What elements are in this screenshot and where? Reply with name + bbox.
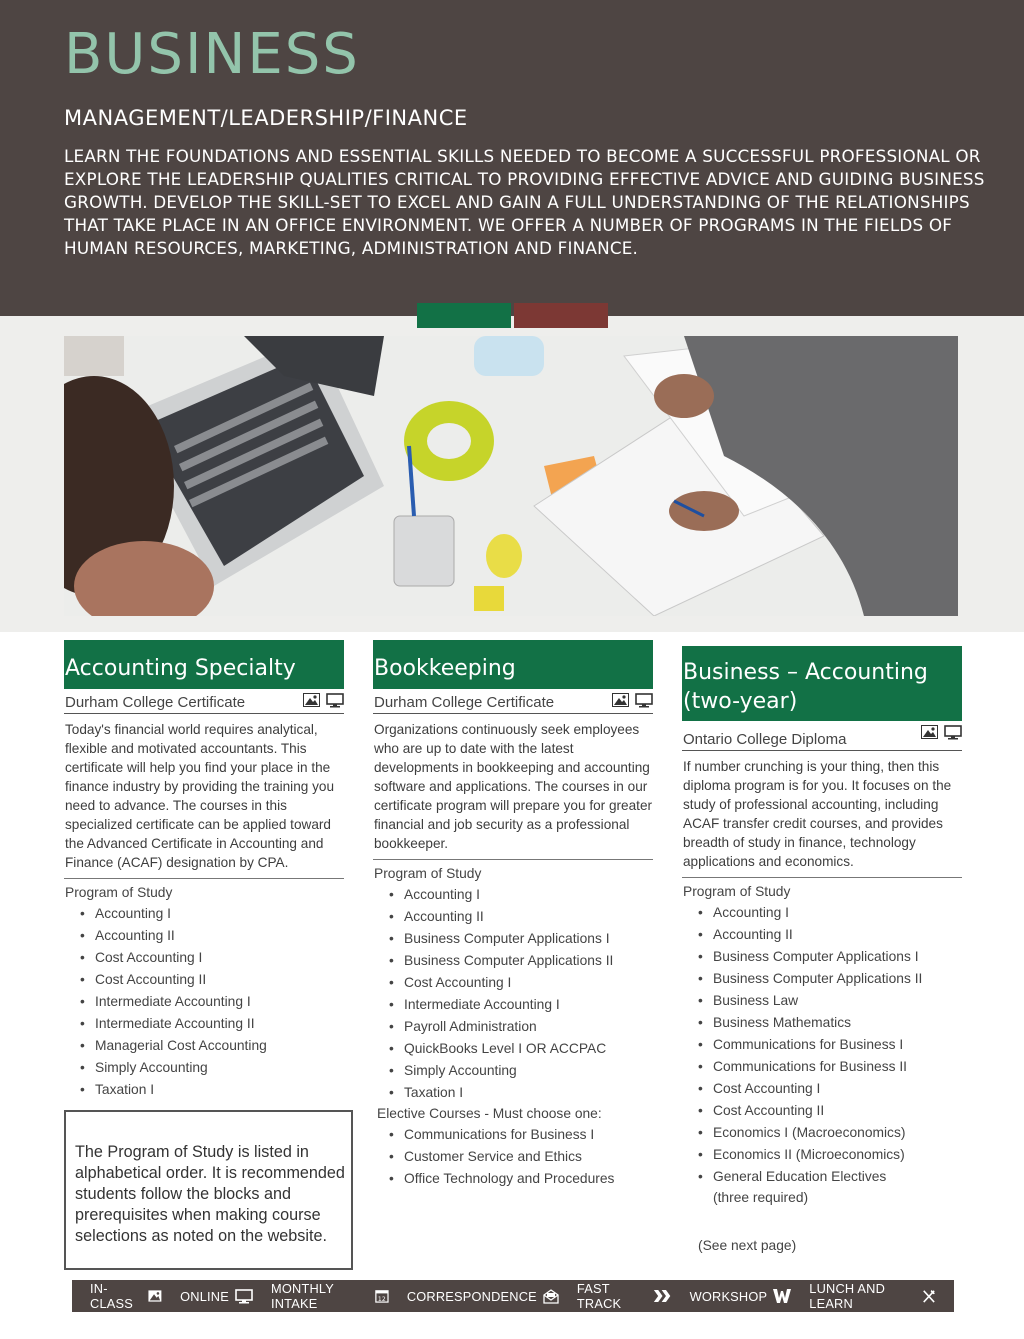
- fork-knife-icon: [922, 1288, 936, 1304]
- svg-text:12: 12: [377, 1295, 386, 1303]
- see-next-page: (See next page): [698, 1238, 797, 1253]
- list-item: • Business Computer Applications I: [373, 928, 653, 950]
- list-item: • Taxation I: [373, 1082, 653, 1104]
- online-icon: [326, 693, 344, 708]
- elective-list: [373, 1124, 653, 1190]
- list-item: • Communications for Business II: [682, 1056, 962, 1078]
- header-banner: [0, 0, 1024, 316]
- list-item: • Simply Accounting: [373, 1060, 653, 1082]
- program-business-accounting: [682, 646, 962, 1205]
- program-description: If number crunching is your thing, then this diploma program is for you. It focuses on the study of professional accounting, including ACAF transfer credit courses, and provides breadth of study in finance, technology applications and economics.: [682, 751, 962, 878]
- list-item: • Business Computer Applications I: [682, 946, 962, 968]
- legend-in-class: [90, 1281, 162, 1311]
- list-item: • Intermediate Accounting I: [373, 994, 653, 1016]
- list-item: • Economics II (Microeconomics): [682, 1144, 962, 1166]
- page-title: BUSINESS: [64, 22, 360, 87]
- in-class-icon: [303, 693, 320, 707]
- delivery-icons: [921, 725, 962, 748]
- course-list: [373, 884, 653, 1104]
- credential-label: Ontario College Diploma: [683, 731, 847, 748]
- legend-label: WORKSHOP: [689, 1288, 768, 1304]
- list-item: • Business Law: [682, 990, 962, 1012]
- workshop-w-icon: [773, 1288, 791, 1304]
- envelope-icon: [543, 1289, 559, 1304]
- online-icon: [635, 693, 653, 708]
- list-item: • Managerial Cost Accounting: [64, 1035, 344, 1057]
- list-item: • Accounting II: [373, 906, 653, 928]
- in-class-icon: [612, 693, 629, 707]
- legend-label: ONLINE: [180, 1288, 229, 1304]
- course-list: [682, 902, 962, 1188]
- calendar-icon: [375, 1288, 389, 1304]
- legend-correspondence: [407, 1289, 559, 1304]
- accent-bar-red: [514, 303, 608, 328]
- list-item: • Accounting I: [64, 903, 344, 925]
- delivery-icons: [303, 693, 344, 711]
- legend-workshop: [690, 1288, 792, 1304]
- list-item: • Cost Accounting I: [64, 947, 344, 969]
- program-of-study-label: Program of Study: [65, 885, 173, 900]
- electives-note: (three required): [713, 1190, 809, 1205]
- legend-online: [180, 1289, 253, 1304]
- credential-label: Durham College Certificate: [374, 694, 555, 711]
- list-item: • Cost Accounting I: [373, 972, 653, 994]
- program-of-study-label: Program of Study: [683, 884, 791, 899]
- intro-text: LEARN THE FOUNDATIONS AND ESSENTIAL SKILLS NEEDED TO BECOME A SUCCESSFUL PROFESSIONAL OR EXPLORE THE LEADERSHIP QUALITIES CRITICAL TO PROVIDING EFFECTIVE ADVICE AND GUIDING BUSINESS GROWTH. DEVELOP THE SKILL-SET TO EXCEL AND GAIN A FULL UNDERSTANDING OF THE RELATIONSHIPS THAT TAKE PLACE IN AN OFFICE ENVIRONMENT. WE OFFER A NUMBER OF PROGRAMS IN THE FIELDS OF HUMAN RESOURCES, MARKETING, ADMINISTRATION AND FINANCE.: [64, 146, 985, 258]
- office-desk-photo: [64, 336, 958, 616]
- list-item: • Economics I (Macroeconomics): [682, 1122, 962, 1144]
- legend-fast-track: [577, 1281, 672, 1311]
- list-item: • Simply Accounting: [64, 1057, 344, 1079]
- list-item: • Cost Accounting II: [682, 1100, 962, 1122]
- fast-forward-icon: [653, 1288, 672, 1304]
- legend-monthly-intake: [271, 1281, 389, 1311]
- list-item: • Business Computer Applications II: [373, 950, 653, 972]
- list-item: • Business Mathematics: [682, 1012, 962, 1034]
- in-class-icon: [148, 1289, 162, 1303]
- page-subtitle: MANAGEMENT/LEADERSHIP/FINANCE: [64, 106, 468, 130]
- list-item: • Communications for Business I: [682, 1034, 962, 1056]
- list-item: • QuickBooks Level I OR ACCPAC: [373, 1038, 653, 1060]
- office-desk-illustration: [64, 336, 958, 616]
- list-item: • Office Technology and Procedures: [373, 1168, 653, 1190]
- online-icon: [944, 725, 962, 740]
- legend-lunch-and-learn: [809, 1281, 936, 1311]
- online-icon: [235, 1289, 253, 1304]
- list-item: • Communications for Business I: [373, 1124, 653, 1146]
- legend-label: FAST TRACK: [576, 1281, 622, 1311]
- credential-row: [682, 721, 962, 751]
- list-item: • General Education Electives: [682, 1166, 962, 1188]
- program-title: Bookkeeping: [373, 640, 653, 689]
- list-item: • Payroll Administration: [373, 1016, 653, 1038]
- program-description: Today's financial world requires analytical, flexible and motivated accountants. This certificate will help you find your place in the finance industry by providing the training you need to advance. The courses in this specialized certificate can be applied toward the Advanced Certificate in Accounting and Finance (ACAF) designation by CPA.: [64, 714, 344, 879]
- list-item: • Taxation I: [64, 1079, 344, 1101]
- list-item: • Accounting I: [373, 884, 653, 906]
- program-order-note: The Program of Study is listed in alphabetical order. It is recommended students follow the blocks and prerequisites when making course selections as noted on the website.: [64, 1110, 353, 1270]
- legend-label: CORRESPONDENCE: [406, 1288, 537, 1304]
- list-item: • Accounting II: [64, 925, 344, 947]
- program-bookkeeping: [373, 640, 653, 1190]
- in-class-icon: [921, 725, 938, 739]
- list-item: • Intermediate Accounting I: [64, 991, 344, 1013]
- credential-row: [373, 689, 653, 714]
- program-title: Accounting Specialty: [64, 640, 344, 689]
- legend-label: LUNCH AND LEARN: [809, 1281, 886, 1311]
- delivery-icons: [612, 693, 653, 711]
- credential-label: Durham College Certificate: [65, 694, 246, 711]
- list-item: • Intermediate Accounting II: [64, 1013, 344, 1035]
- elective-label: Elective Courses - Must choose one:: [377, 1106, 602, 1121]
- program-accounting-specialty: [64, 640, 344, 1101]
- delivery-legend: [72, 1280, 954, 1312]
- program-of-study-label: Program of Study: [374, 866, 482, 881]
- list-item: • Business Computer Applications II: [682, 968, 962, 990]
- list-item: • Cost Accounting I: [682, 1078, 962, 1100]
- list-item: • Customer Service and Ethics: [373, 1146, 653, 1168]
- program-description: Organizations continuously seek employees who are up to date with the latest developments in bookkeeping and accounting software and applications. The courses in our certificate program will prepare you for greater financial and job security as a professional bookkeeper.: [373, 714, 653, 860]
- list-item: • Cost Accounting II: [64, 969, 344, 991]
- legend-label: IN-CLASS: [90, 1281, 133, 1311]
- accent-bar-green: [417, 303, 511, 328]
- list-item: • Accounting I: [682, 902, 962, 924]
- credential-row: [64, 689, 344, 714]
- legend-label: MONTHLY INTAKE: [270, 1281, 334, 1311]
- course-list: [64, 903, 344, 1101]
- program-title: Business – Accounting (two-year): [682, 646, 962, 721]
- list-item: • Accounting II: [682, 924, 962, 946]
